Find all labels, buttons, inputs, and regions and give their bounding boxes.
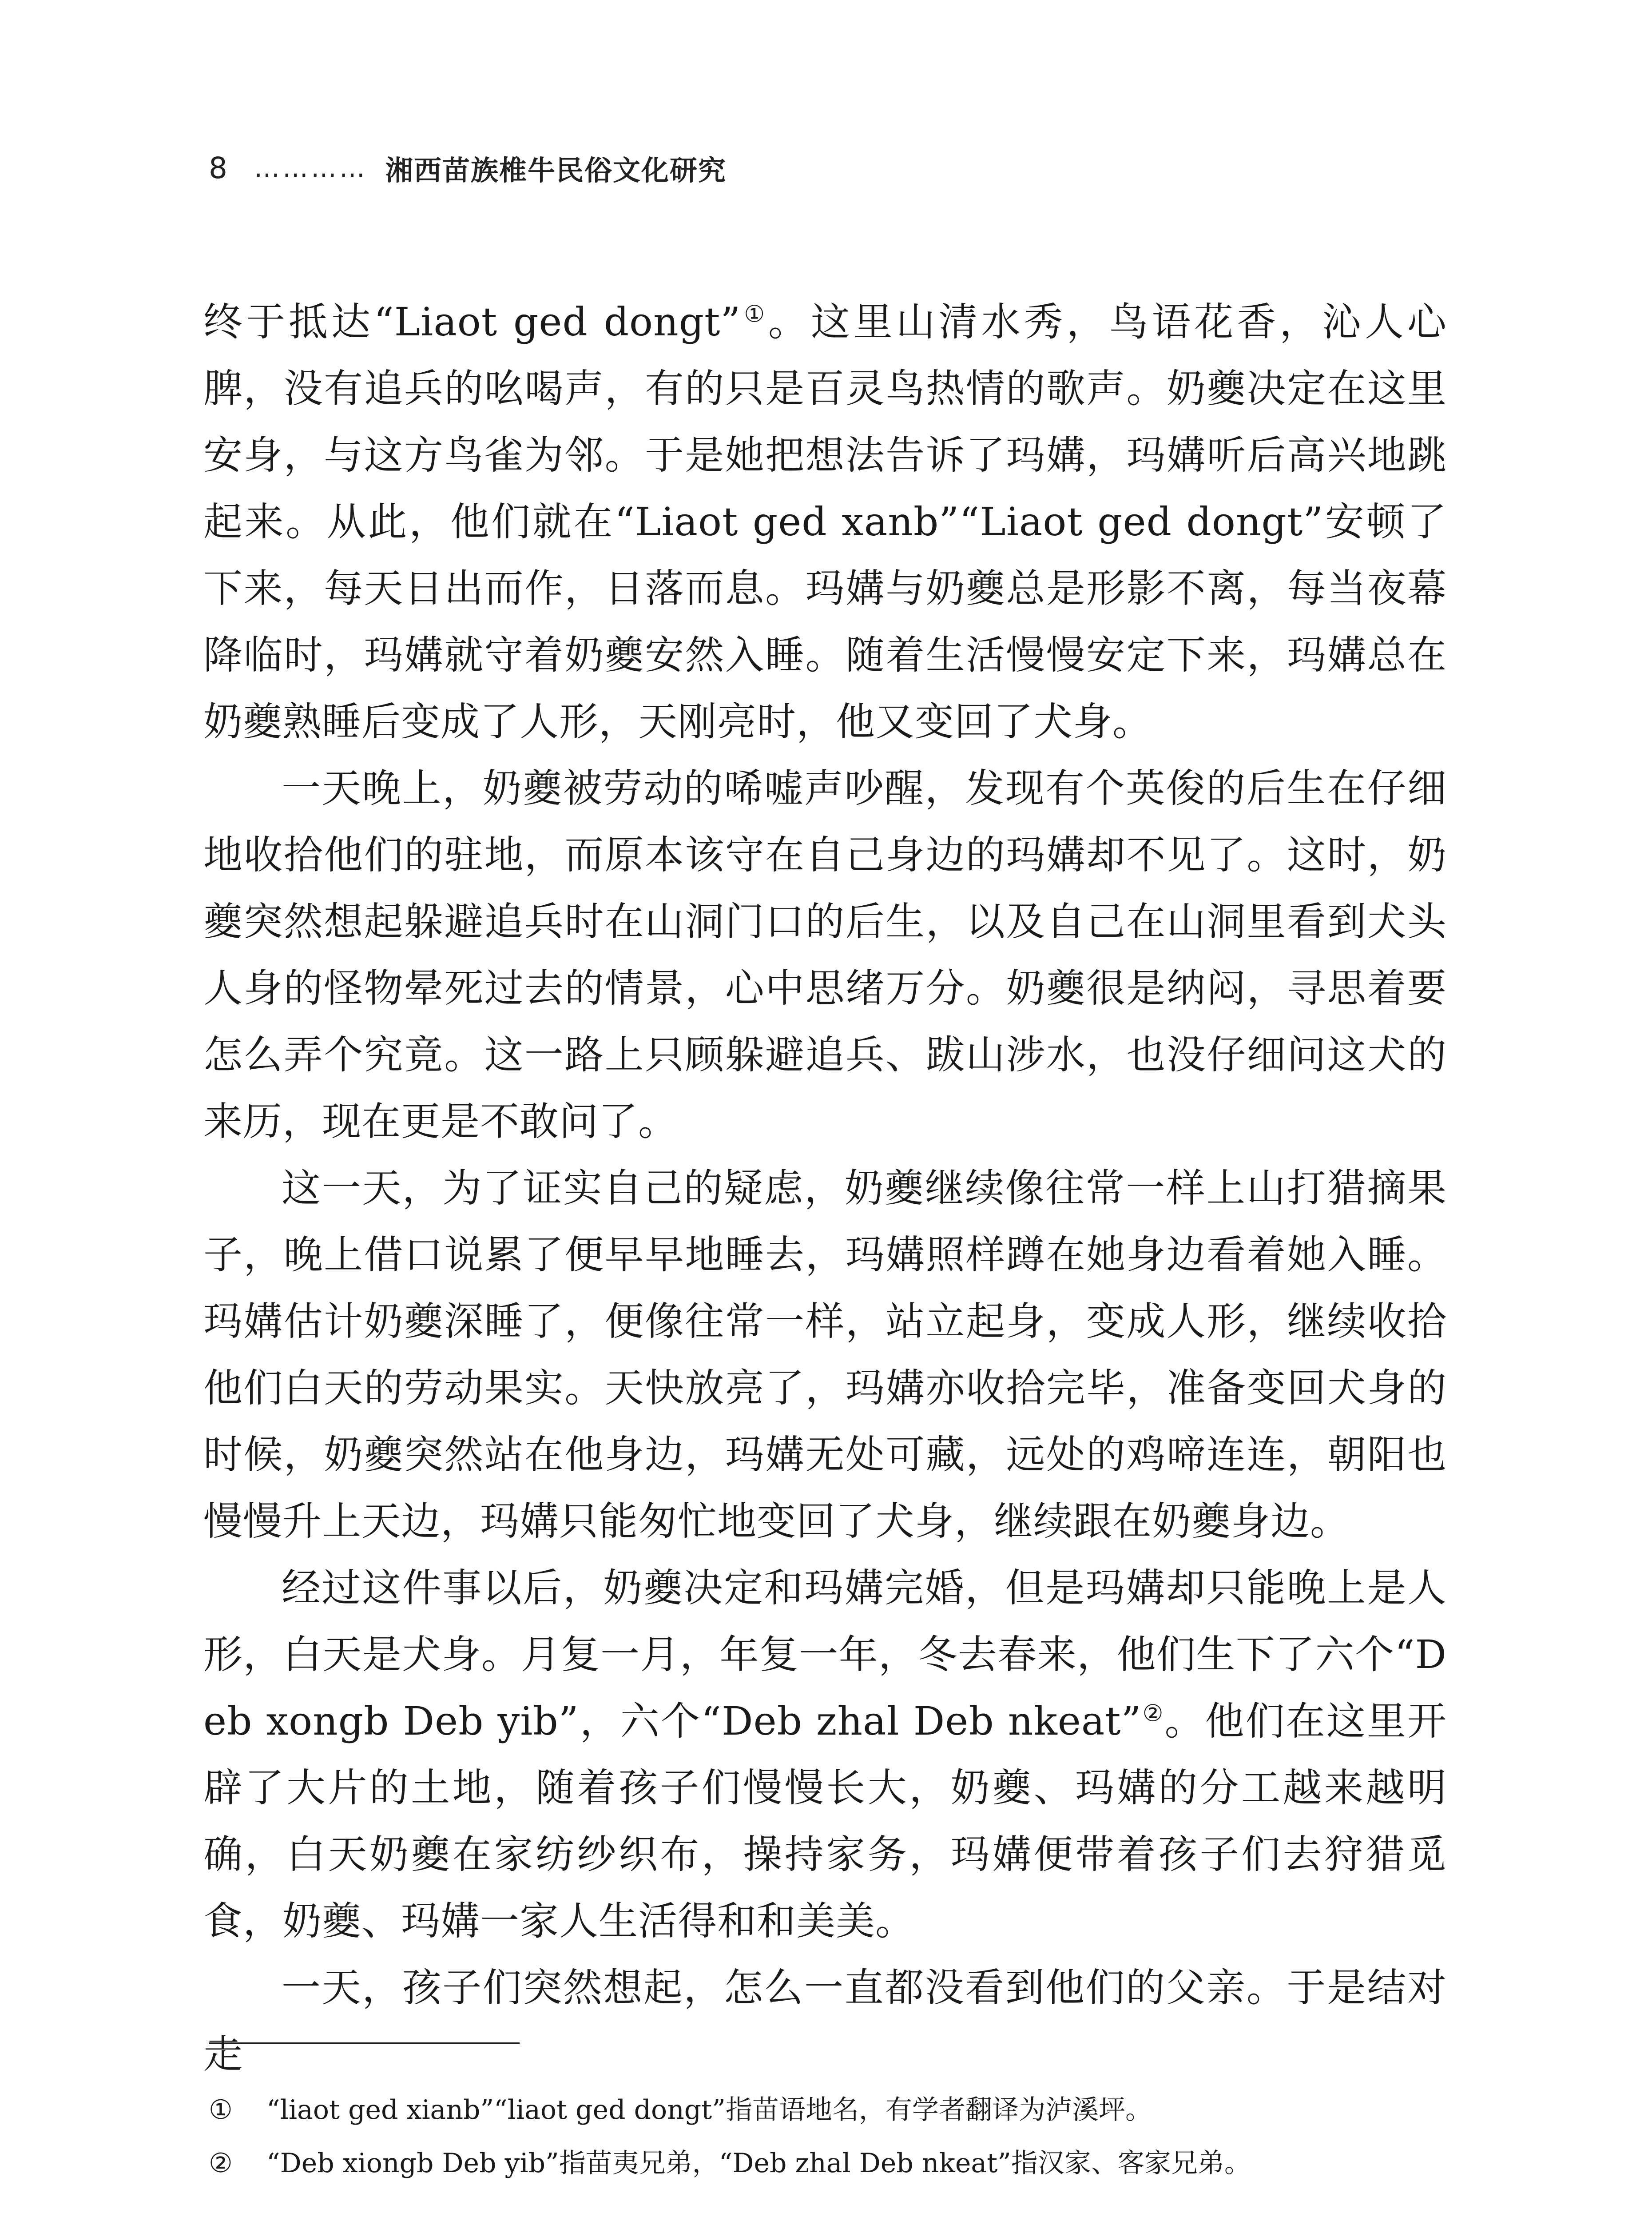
footnote-marker: ① xyxy=(209,2094,233,2125)
running-header xyxy=(209,141,727,195)
paragraph-text: 终于抵达“Liaot ged dongt” xyxy=(203,299,741,345)
footnote-reference: ① xyxy=(741,301,768,328)
body-paragraph xyxy=(203,289,1447,755)
footnote-1 xyxy=(209,2083,1452,2137)
body-paragraph xyxy=(203,1954,1447,2088)
footnote-reference: ② xyxy=(1141,1700,1165,1727)
paragraph-text: 一天，孩子们突然想起，怎么一直都没看到他们的父亲。于是结对走 xyxy=(203,1965,1447,2077)
footnote-text: “Deb xiongb Deb yib”指苗夷兄弟，“Deb zhal Deb nkeat”指汉家、客家兄弟。 xyxy=(266,2148,1251,2179)
paragraph-text: 一天晚上，奶夔被劳动的唏嘘声吵醒，发现有个英俊的后生在仔细地收拾他们的驻地，而原本该守在自己身边的玛媾却不见了。这时，奶夔突然想起躲避追兵时在山洞门口的后生，以及自己在山洞里看到犬头人身的怪物晕死过去的情景，心中思绪万分。奶夔很是纳闷，寻思着要怎么弄个究竟。这一路上只顾躲避追兵、跋山涉水，也没仔细问这犬的来历，现在更是不敢问了。 xyxy=(203,765,1447,1144)
body-text xyxy=(203,289,1447,2088)
paragraph-text: 。这里山清水秀，鸟语花香，沁人心脾，没有追兵的吆喝声，有的只是百灵鸟热情的歌声。奶夔决定在这里安身，与这方鸟雀为邻。于是她把想法告诉了玛媾，玛媾听后高兴地跳起来。从此，他们就在“Liaot ged xanb”“Liaot ged dongt”安顿了下来，每天日出而作，日落而息。玛媾与奶夔总是形影不离，每当夜幕降临时，玛媾就守着奶夔安然入睡。随着生活慢慢安定下来，玛媾总在奶夔熟睡后变成了人形，天刚亮时，他又变回了犬身。 xyxy=(203,299,1447,744)
paragraph-text: 经过这件事以后，奶夔决定和玛媾完婚，但是玛媾却只能晚上是人形，白天是犬身。月复一月，年复一年，冬去春来，他们生下了六个“Deb xongb Deb yib”，六个“Deb zhal Deb nkeat” xyxy=(203,1565,1447,1744)
body-paragraph xyxy=(203,1155,1447,1555)
header-dot-leader: ………… xyxy=(254,153,368,183)
body-paragraph xyxy=(203,1555,1447,1954)
footnote-separator xyxy=(209,2042,520,2044)
footnote-text: “liaot ged xianb”“liaot ged dongt”指苗语地名，有学者翻译为泸溪坪。 xyxy=(266,2094,1152,2125)
footnotes xyxy=(209,2083,1452,2190)
body-paragraph xyxy=(203,755,1447,1155)
paragraph-text: 这一天，为了证实自己的疑虑，奶夔继续像往常一样上山打猎摘果子，晚上借口说累了便早早地睡去，玛媾照样蹲在她身边看着她入睡。玛媾估计奶夔深睡了，便像往常一样，站立起身，变成人形，继续收拾他们白天的劳动果实。天快放亮了，玛媾亦收拾完毕，准备变回犬身的时候，奶夔突然站在他身边，玛媾无处可藏，远处的鸡啼连连，朝阳也慢慢升上天边，玛媾只能匆忙地变回了犬身，继续跟在奶夔身边。 xyxy=(203,1165,1447,1544)
footnote-2 xyxy=(209,2137,1452,2190)
paragraph-text: 。他们在这里开辟了大片的土地，随着孩子们慢慢长大，奶夔、玛媾的分工越来越明确，白天奶夔在家纺纱织布，操持家务，玛媾便带着孩子们去狩猎觅食，奶夔、玛媾一家人生活得和和美美。 xyxy=(203,1698,1447,1944)
page-number: 8 xyxy=(209,151,227,185)
footnote-marker: ② xyxy=(209,2148,233,2179)
book-title: 湘西苗族椎牛民俗文化研究 xyxy=(385,154,727,187)
